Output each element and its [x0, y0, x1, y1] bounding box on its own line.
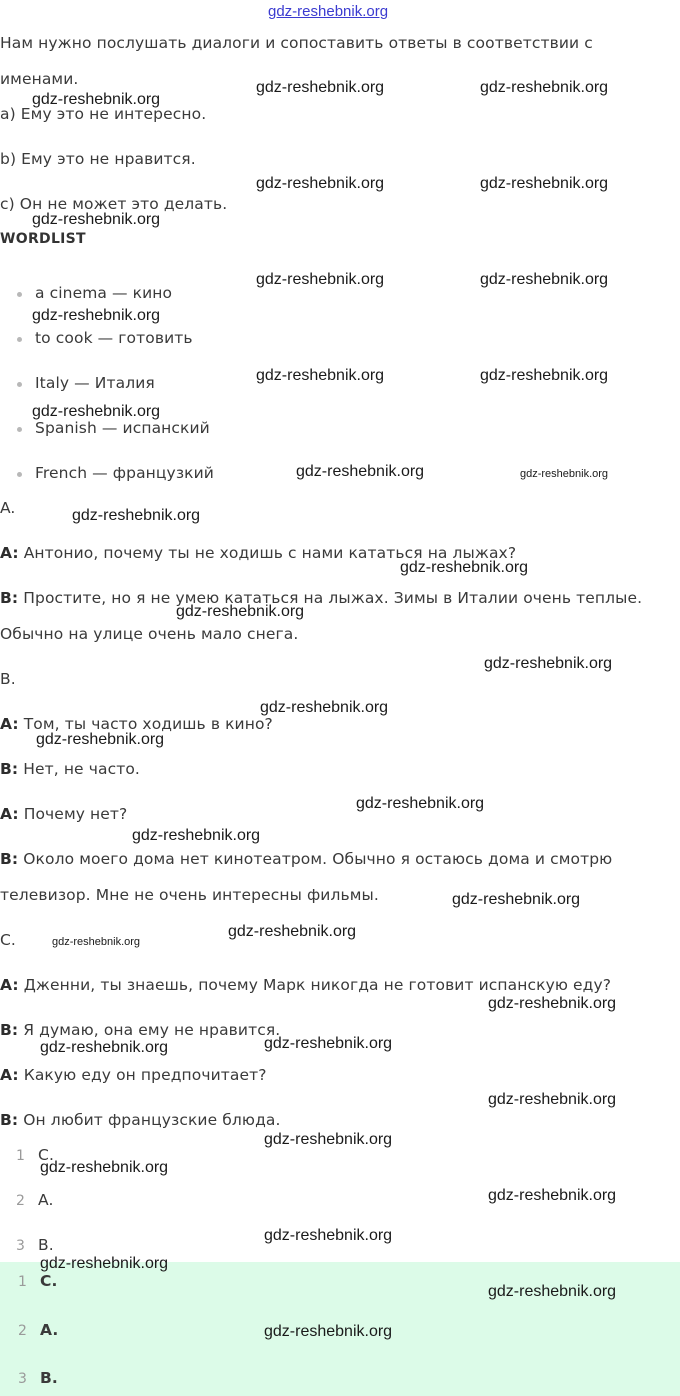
speaker-label: A: — [0, 805, 19, 823]
answer-value: B. — [40, 1369, 58, 1387]
dialogue-text: Обычно на улице очень мало снега. — [0, 625, 299, 643]
option-c: c) Он не может это делать. — [0, 195, 228, 213]
answer-number: 2 — [18, 1323, 28, 1339]
watermark: gdz-reshebnik.org — [32, 91, 161, 108]
watermark: gdz-reshebnik.org — [256, 367, 385, 384]
dialogue-b-label: B. — [0, 670, 16, 688]
answer-number: 3 — [18, 1371, 28, 1387]
speaker-label: B: — [0, 850, 19, 868]
watermark: gdz-reshebnik.org — [480, 271, 609, 288]
watermark: gdz-reshebnik.org — [480, 175, 609, 192]
wordlist-item: Italy — Италия — [35, 374, 155, 392]
dialogue-line — [0, 804, 127, 824]
dialogue-line — [0, 975, 611, 995]
dialogue-c-label: C. — [0, 931, 16, 949]
speaker-label: B: — [0, 589, 19, 607]
answer-value: C. — [40, 1272, 58, 1290]
watermark-link[interactable]: gdz-reshebnik.org — [268, 3, 389, 20]
watermark: gdz-reshebnik.org — [264, 1323, 393, 1340]
watermark: gdz-reshebnik.org — [260, 699, 389, 716]
watermark: gdz-reshebnik.org — [228, 923, 357, 940]
watermark: gdz-reshebnik.org — [488, 1283, 617, 1300]
watermark: gdz-reshebnik.org — [488, 1091, 617, 1108]
bullet-icon — [17, 472, 22, 477]
dialogue-text: Я думаю, она ему не нравится. — [18, 1021, 281, 1039]
speaker-label: B: — [0, 760, 19, 778]
dialogue-text: Том, ты часто ходишь в кино? — [18, 715, 273, 733]
dialogue-line — [0, 1065, 267, 1085]
bullet-icon — [17, 337, 22, 342]
watermark: gdz-reshebnik.org — [256, 175, 385, 192]
speaker-label: A: — [0, 976, 19, 994]
speaker-label: B: — [0, 1111, 19, 1129]
watermark: gdz-reshebnik.org — [452, 891, 581, 908]
answer-value: A. — [40, 1321, 59, 1339]
answer-number: 1 — [16, 1148, 26, 1164]
wordlist-item: French — французкий — [35, 464, 214, 482]
watermark: gdz-reshebnik.org — [520, 468, 609, 480]
watermark: gdz-reshebnik.org — [132, 827, 261, 844]
watermark: gdz-reshebnik.org — [256, 271, 385, 288]
answer-number: 3 — [16, 1238, 26, 1254]
watermark: gdz-reshebnik.org — [356, 795, 485, 812]
option-b: b) Ему это не нравится. — [0, 150, 196, 168]
dialogue-line — [0, 849, 612, 869]
watermark: gdz-reshebnik.org — [264, 1227, 393, 1244]
watermark: gdz-reshebnik.org — [256, 79, 385, 96]
watermark: gdz-reshebnik.org — [488, 995, 617, 1012]
instruction-line-2: именами. — [0, 70, 79, 88]
bullet-icon — [17, 382, 22, 387]
dialogue-a-label: A. — [0, 499, 16, 517]
watermark: gdz-reshebnik.org — [400, 559, 529, 576]
wordlist-item: a cinema — кино — [35, 284, 173, 302]
speaker-label: B: — [0, 1021, 19, 1039]
watermark: gdz-reshebnik.org — [264, 1035, 393, 1052]
watermark: gdz-reshebnik.org — [488, 1187, 617, 1204]
answer-item-highlighted — [18, 1320, 58, 1341]
speaker-label: A: — [0, 1066, 19, 1084]
watermark: gdz-reshebnik.org — [32, 211, 161, 228]
speaker-label: A: — [0, 544, 19, 562]
watermark: gdz-reshebnik.org — [32, 307, 161, 324]
speaker-label: A: — [0, 715, 19, 733]
wordlist-item: to cook — готовить — [35, 329, 193, 347]
answer-item-highlighted — [18, 1368, 58, 1389]
bullet-icon — [17, 292, 22, 297]
answer-number: 1 — [18, 1274, 28, 1290]
watermark: gdz-reshebnik.org — [40, 1255, 169, 1272]
answer-item — [16, 1190, 53, 1211]
dialogue-text: телевизор. Мне не очень интересны фильмы. — [0, 886, 379, 904]
wordlist-heading: WORDLIST — [0, 231, 86, 247]
watermark: gdz-reshebnik.org — [36, 731, 165, 748]
answer-value: C. — [38, 1146, 54, 1164]
dialogue-text: Нет, не часто. — [18, 760, 140, 778]
watermark: gdz-reshebnik.org — [264, 1131, 393, 1148]
dialogue-text: Почему нет? — [18, 805, 128, 823]
watermark: gdz-reshebnik.org — [296, 463, 425, 480]
dialogue-line — [0, 1020, 280, 1040]
watermark: gdz-reshebnik.org — [176, 603, 305, 620]
answer-number: 2 — [16, 1193, 26, 1209]
watermark: gdz-reshebnik.org — [52, 936, 141, 948]
watermark: gdz-reshebnik.org — [484, 655, 613, 672]
dialogue-text: Антонио, почему ты не ходишь с нами кататься на лыжах? — [18, 544, 517, 562]
dialogue-line — [0, 759, 140, 779]
answer-item-highlighted — [18, 1271, 57, 1292]
answer-item — [16, 1235, 54, 1256]
option-a: a) Ему это не интересно. — [0, 105, 207, 123]
answer-value: A. — [38, 1191, 54, 1209]
watermark: gdz-reshebnik.org — [72, 507, 201, 524]
watermark: gdz-reshebnik.org — [40, 1159, 169, 1176]
dialogue-text: Дженни, ты знаешь, почему Марк никогда не готовит испанскую еду? — [18, 976, 612, 994]
dialogue-text: Какую еду он предпочитает? — [18, 1066, 267, 1084]
watermark: gdz-reshebnik.org — [480, 367, 609, 384]
watermark: gdz-reshebnik.org — [40, 1039, 169, 1056]
dialogue-text: Он любит французские блюда. — [18, 1111, 281, 1129]
dialogue-text: Простите, но я не умею кататься на лыжах. Зимы в Италии очень теплые. — [18, 589, 643, 607]
dialogue-line — [0, 1110, 281, 1130]
dialogue-line — [0, 588, 642, 608]
dialogue-text: Около моего дома нет кинотеатром. Обычно я остаюсь дома и смотрю — [18, 850, 613, 868]
wordlist-item: Spanish — испанский — [35, 419, 210, 437]
watermark: gdz-reshebnik.org — [32, 403, 161, 420]
bullet-icon — [17, 427, 22, 432]
instruction-line-1: Нам нужно послушать диалоги и сопоставить ответы в соответствии с — [0, 34, 593, 52]
answer-value: B. — [38, 1236, 54, 1254]
watermark: gdz-reshebnik.org — [480, 79, 609, 96]
